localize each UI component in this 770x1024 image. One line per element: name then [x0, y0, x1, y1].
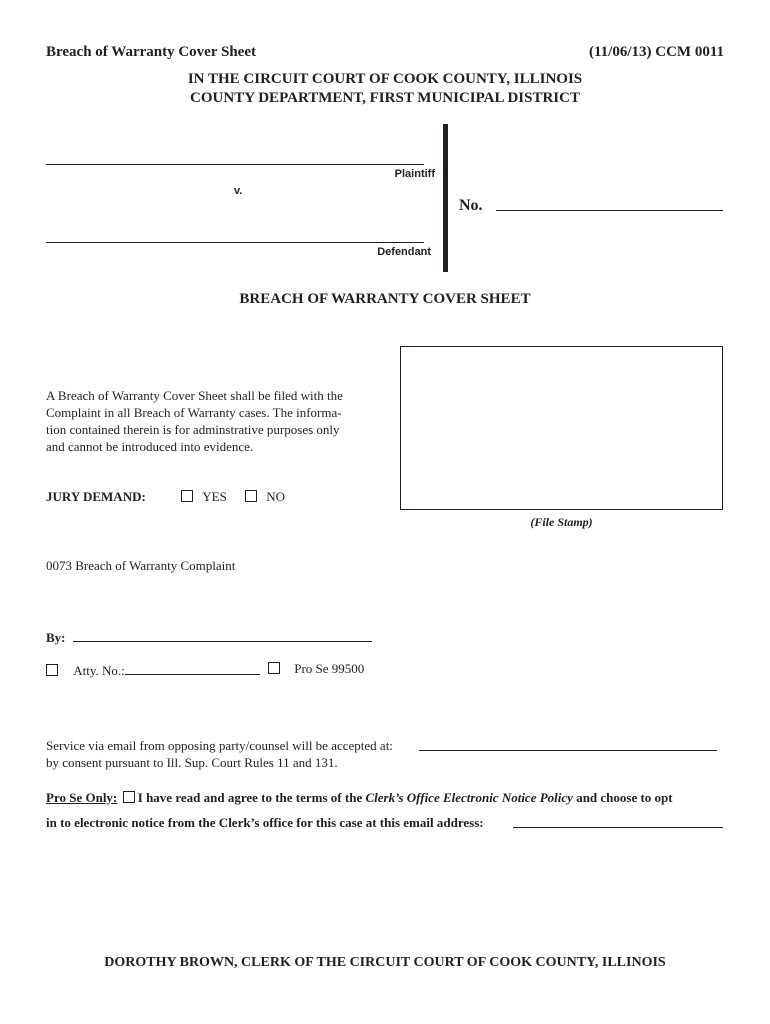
pro-se-label: Pro Se 99500	[294, 661, 365, 676]
signature-line[interactable]	[73, 641, 372, 642]
service-email-text: Service via email from opposing party/counsel will be accepted at:	[46, 738, 393, 753]
versus-label: v.	[234, 185, 243, 197]
pro-se-notice	[46, 790, 673, 806]
jury-no-checkbox[interactable]	[245, 490, 257, 502]
intro-line-1: A Breach of Warranty Cover Sheet shall be filed with the	[46, 388, 343, 403]
jury-yes-option[interactable]	[181, 489, 227, 505]
pro-se-notice-line-2: in to electronic notice from the Clerk’s office for this case at this email address:	[46, 815, 484, 830]
pro-se-checkbox[interactable]	[268, 662, 280, 674]
attorney-option[interactable]	[46, 661, 260, 679]
attorney-number-label: Atty. No.:	[73, 663, 125, 678]
pro-se-email-field[interactable]	[513, 827, 723, 828]
attorney-number-line[interactable]	[125, 661, 260, 675]
court-department: COUNTY DEPARTMENT, FIRST MUNICIPAL DISTRICT	[190, 90, 580, 106]
form-title: Breach of Warranty Cover Sheet	[46, 44, 256, 60]
pro-se-notice-text-a: I have read and agree to the terms of the	[137, 790, 363, 805]
electronic-notice-policy-link[interactable]: Clerk’s Office Electronic Notice Policy	[365, 790, 573, 805]
caption-divider	[443, 124, 448, 272]
intro-line-3: tion contained therein is for adminstrative purposes only	[46, 422, 340, 437]
sheet-title: BREACH OF WARRANTY COVER SHEET	[239, 291, 531, 307]
clerk-footer: DOROTHY BROWN, CLERK OF THE CIRCUIT COURT OF COOK COUNTY, ILLINOIS	[104, 955, 666, 970]
jury-no-option[interactable]	[245, 489, 285, 505]
service-email-field[interactable]	[419, 750, 717, 751]
form-code: (11/06/13) CCM 0011	[589, 44, 724, 60]
defendant-name-line[interactable]	[46, 242, 424, 243]
jury-yes-label: YES	[202, 489, 227, 504]
case-number-label: No.	[459, 197, 483, 214]
plaintiff-name-line[interactable]	[46, 164, 424, 165]
service-email-line	[46, 738, 393, 754]
intro-paragraph	[46, 387, 343, 455]
file-stamp-box	[400, 346, 723, 510]
jury-no-label: NO	[266, 489, 286, 504]
case-number-line[interactable]	[496, 210, 723, 211]
service-consent-text: by consent pursuant to Ill. Sup. Court Rules 11 and 131.	[46, 755, 338, 770]
intro-line-2: Complaint in all Breach of Warranty cases. The informa-	[46, 405, 342, 420]
pro-se-notice-checkbox[interactable]	[123, 791, 135, 803]
complaint-code: 0073 Breach of Warranty Complaint	[46, 558, 236, 573]
intro-line-4: and cannot be introduced into evidence.	[46, 439, 254, 454]
pro-se-option[interactable]	[268, 661, 364, 677]
attorney-checkbox[interactable]	[46, 664, 58, 676]
by-label: By:	[46, 630, 66, 645]
court-name: IN THE CIRCUIT COURT OF COOK COUNTY, ILLINOIS	[187, 71, 583, 87]
jury-demand-label: JURY DEMAND:	[46, 489, 146, 504]
jury-yes-checkbox[interactable]	[181, 490, 193, 502]
plaintiff-label: Plaintiff	[394, 168, 435, 180]
pro-se-notice-text-b: and choose to opt	[576, 790, 673, 805]
file-stamp-label: (File Stamp)	[530, 515, 593, 529]
defendant-label: Defendant	[377, 246, 431, 258]
pro-se-only-label: Pro Se Only:	[46, 790, 118, 805]
